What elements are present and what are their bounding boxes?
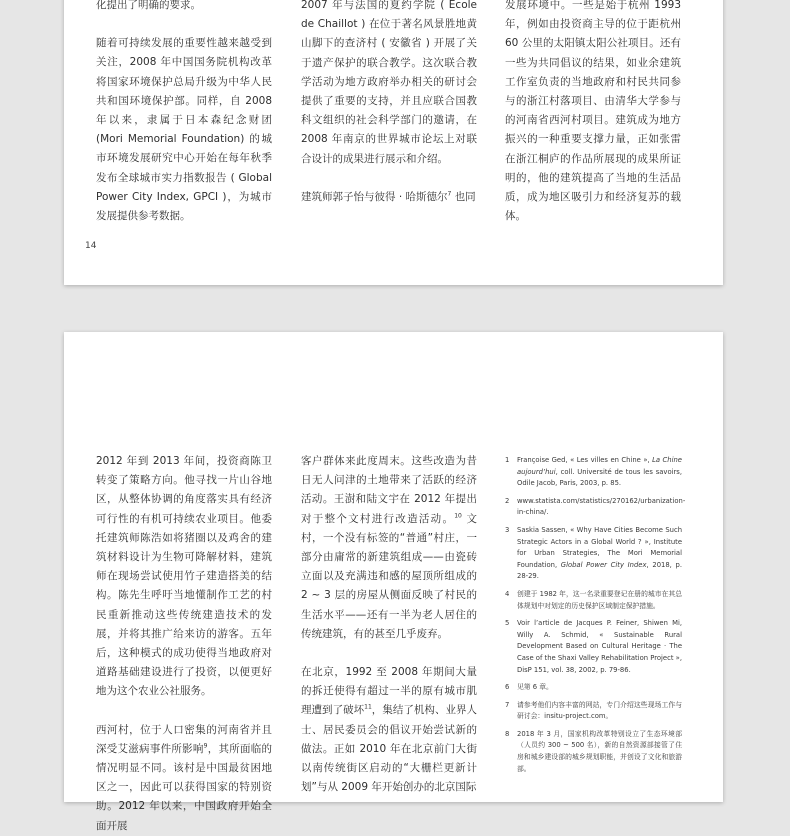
footnote-ref[interactable]: 9	[203, 742, 208, 750]
footnote-text-part: , coll. Université de tous les savoirs, Odile Jacob, Paris, 2003, p. 85.	[517, 467, 682, 488]
paragraph	[301, 188, 477, 207]
footnote-ref[interactable]: 7	[447, 190, 452, 198]
text-column-2	[301, 452, 477, 797]
footnote	[505, 525, 682, 583]
paragraph-text: ，其所面临的情况明显不同。该村是中国最贫困地区之一，因此可以获得国家的特别资助。2012 年以来，中国政府开始全面开展	[96, 742, 273, 832]
footnote-number: 7	[505, 700, 510, 709]
footnotes	[505, 455, 686, 781]
text-column-1	[96, 0, 272, 226]
footnote-title: Global Power City Index	[560, 560, 647, 569]
footnote	[505, 682, 682, 694]
footnote-number: 1	[505, 456, 510, 464]
paragraph	[301, 663, 477, 797]
page-bottom	[64, 332, 723, 832]
footnote-text-part: Saskia Sassen, « Why Have Cities Become Such Strategic Actors in a Global World ? », Institute for Urban Strategies, The Mori Memorial Foundation,	[517, 525, 682, 569]
footnote-number: 6	[505, 683, 510, 692]
paragraph-text: 文村，一个没有标签的“普通”村庄，一部分由庸常的新建筑组成——由瓷砖立面以及充满违和感的屋顶所组成的 2 ~ 3 层的房屋从侧面反映了村民的生活水平——还有一半为老人居住的传统建筑，有的甚至几乎废弃。	[301, 512, 477, 640]
footnote-number: 4	[505, 589, 510, 598]
paragraph-text: 也同	[451, 190, 476, 203]
footnote-text-part: Françoise Ged, « Les villes en Chine »,	[517, 456, 653, 464]
paragraph: 随着可持续发展的重要性越来越受到关注，2008 年中国国务院机构改革将国家环境保护总局升级为中华人民共和国环境保护部。同样，自 2008 年以来，隶属于日本森纪念财团 (Mori Memorial Foundation) 的城市环境发展研究中心开始在每年秋季发布全球城市实力指数报告 ( Global Power City Index, GPCI )，为城市发展提供参考数据。	[96, 37, 272, 223]
paragraph	[96, 721, 272, 836]
footnote-number: 5	[505, 619, 510, 628]
page-top	[64, 0, 723, 285]
footnote-text-part: , 2018, p. 28-29.	[517, 560, 682, 581]
footnote-number: 3	[505, 525, 510, 534]
footnote-text: 2018 年 3 月，国家机构改革特别设立了生态环境部（人员约 300 ~ 500 名），新的自然资源部接管了住房和城乡建设部的城乡规划职能，并创设了文化和旅游部。	[517, 729, 682, 773]
footnote	[505, 589, 682, 612]
footnote-text	[517, 455, 682, 490]
paragraph: 2012 年到 2013 年间，投资商陈卫转变了策略方向。他寻找一片山谷地区，从整体协调的角度落实具有经济可行性的有机可持续农业项目。他委托建筑师陈浩如将猪圈以及鸡舍的建筑材料设计为生物可降解材料，建筑师在现场尝试使用竹子建造搭美的结构。陈先生呼吁当地懂制作工艺的村民重新推动这些传统建造技术的发展，并将其推广给来访的游客。五年后，这种模式的成功使得当地政府对道路基础建设进行了投资，以便更好地为这个农业公社服务。	[96, 455, 272, 698]
paragraph: 2007 年与法国的夏约学院 ( École de Chaillot ) 在位于著名风景胜地黄山脚下的查济村 ( 安徽省 ) 开展了关于遗产保护的联合教学。这次联合教学活动为地方政府举办相关的研讨会提供了重要的支持，并且应联合国教科文组织的社会科学部门的邀请，在 2008 年南京的世界城市论坛上对联合设计的成果进行展示和介绍。	[301, 0, 477, 165]
footnote-text: 见第 6 章。	[517, 683, 553, 692]
paragraph-text: 建筑师郭子怡与彼得 · 哈斯德尔	[301, 190, 448, 203]
footnote	[505, 700, 682, 723]
text-column-1	[96, 452, 272, 836]
footnote-title: La Chine aujourd’hui	[517, 456, 682, 476]
paragraph	[301, 452, 477, 644]
footnote-text	[517, 525, 682, 583]
paragraph-text: ，集结了机构、业界人士、居民委员会的倡议开始尝试新的做法。正如 2010 年在北京前门大街以南传统街区启动的“大栅栏更新计划”与从 2009 年开始创办的北京国际	[301, 704, 478, 794]
footnote-ref[interactable]: 11	[364, 703, 372, 711]
paragraph: 化提出了明确的要求。	[96, 0, 201, 11]
footnote-number: 2	[505, 496, 510, 505]
paragraph-text: 客户群体来此度周末。这些改造为昔日无人问津的土地带来了活跃的经济活动。王澍和陆文宇在 2012 年提出对于整个文村进行改造活动。	[301, 455, 477, 525]
footnote	[505, 455, 682, 490]
paragraph: 发展环境中。一些是始于杭州 1993 年，例如由投资商主导的位于距杭州 60 公里的太阳镇太阳公社项目。还有一些为共同倡议的结果，如业余建筑工作室负责的当地政府和村民共同参与的浙江村落项目、由清华大学参与的河南省西河村项目。建筑成为地方振兴的一种重要支撑力量，正如张雷在浙江桐庐的作品所展现的成果所证明的，他的建筑提高了当地的生活品质，成为地区吸引力和经济复苏的载体。	[505, 0, 681, 223]
footnote-text: 请参考他们内容丰富的网站，专门介绍这些现场工作与研讨会：insitu-project.com。	[517, 700, 682, 721]
footnote	[505, 618, 682, 676]
page-number: 14	[85, 241, 97, 251]
footnote-link[interactable]: www.statista.com/statistics/270162/urbanization-in-china/.	[517, 496, 686, 517]
footnote-text: Voir l’article de Jacques P. Feiner, Shiwen Mi, Willy A. Schmid, « Sustainable Rural Development Based on Cultural Heritage · The Case of the Shaxi Valley Rehabilitation Project », DisP 151, vol. 38, 2002, p. 79-86.	[517, 619, 682, 674]
footnote-ref[interactable]: 10	[454, 512, 462, 520]
text-column-3	[505, 0, 681, 226]
text-column-2	[301, 0, 477, 207]
paragraph-text: 西河村，位于人口密集的河南省并且深受艾滋病事件所影响	[96, 723, 272, 755]
footnote	[505, 496, 686, 519]
paragraph-text: 在北京，1992 至 2008 年期间大量的拆迁使得有超过一半的原有城市肌理遭到了破坏	[301, 666, 477, 717]
footnote-text: 创建于 1982 年，这一名录重要登记在册的城市在其总体规划中对划定的历史保护区域制定保护措施。	[517, 589, 682, 610]
footnote-number: 8	[505, 729, 510, 738]
footnote	[505, 729, 682, 775]
